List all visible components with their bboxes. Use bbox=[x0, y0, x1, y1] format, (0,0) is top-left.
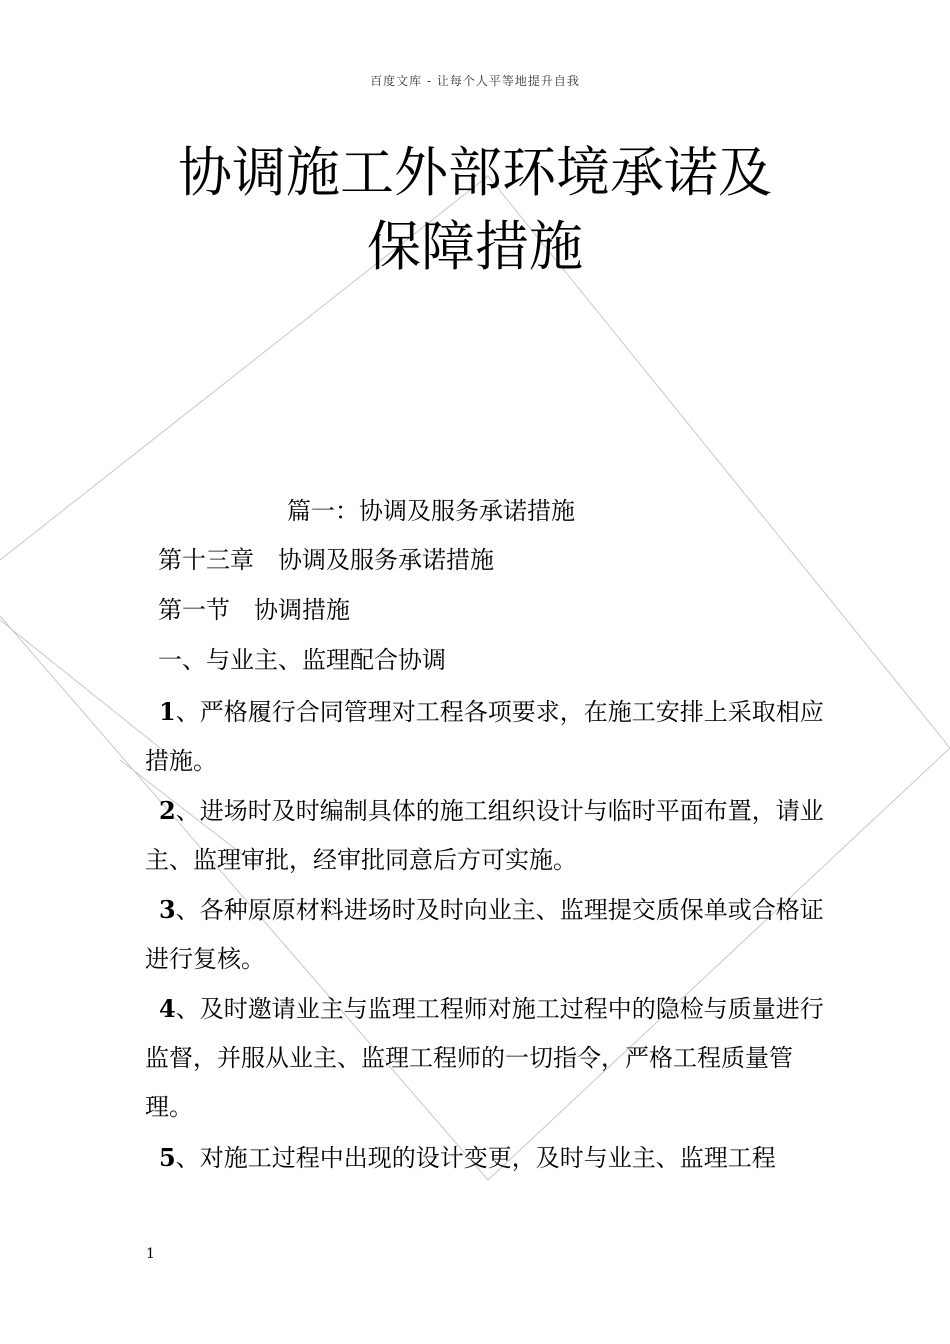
chapter-heading: 第十三章 协调及服务承诺措施 bbox=[158, 546, 494, 574]
section-heading: 篇一：协调及服务承诺措施 bbox=[287, 497, 575, 525]
item-text: 、各种原原材料进场时及时向业主、监理提交质保单或合格证进行复核。 bbox=[145, 896, 824, 973]
item-text: 、严格履行合同管理对工程各项要求，在施工安排上采取相应措施。 bbox=[145, 698, 824, 775]
item-text: 、进场时及时编制具体的施工组织设计与临时平面布置，请业主、监理审批，经审批同意后方可实施。 bbox=[145, 797, 824, 874]
item-text: 、及时邀请业主与监理工程师对施工过程中的隐检与质量进行监督，并服从业主、监理工程师的一切指令，严格工程质量管理。 bbox=[145, 995, 824, 1121]
list-item bbox=[145, 984, 825, 1132]
item-number: 2 bbox=[159, 796, 176, 825]
item-number: 3 bbox=[159, 895, 176, 924]
list-item bbox=[145, 687, 825, 786]
title-line-1: 协调施工外部环境承诺及 bbox=[178, 141, 772, 204]
list-item bbox=[145, 1133, 825, 1183]
list-item bbox=[145, 786, 825, 885]
section-subheading: 第一节 协调措施 bbox=[158, 596, 350, 624]
page-header: 百度文库 - 让每个人平等地提升自我 bbox=[370, 74, 580, 88]
item-text: 、对施工过程中出现的设计变更，及时与业主、监理工程 bbox=[175, 1144, 776, 1172]
item-number: 5 bbox=[159, 1143, 176, 1172]
page-number: 1 bbox=[146, 1246, 155, 1262]
item-number: 1 bbox=[159, 697, 176, 726]
item-number: 4 bbox=[159, 994, 176, 1023]
subsection-heading: 一、与业主、监理配合协调 bbox=[158, 646, 446, 674]
title-line-2: 保障措施 bbox=[367, 215, 583, 278]
list-item bbox=[145, 885, 825, 984]
document-title bbox=[60, 136, 890, 284]
